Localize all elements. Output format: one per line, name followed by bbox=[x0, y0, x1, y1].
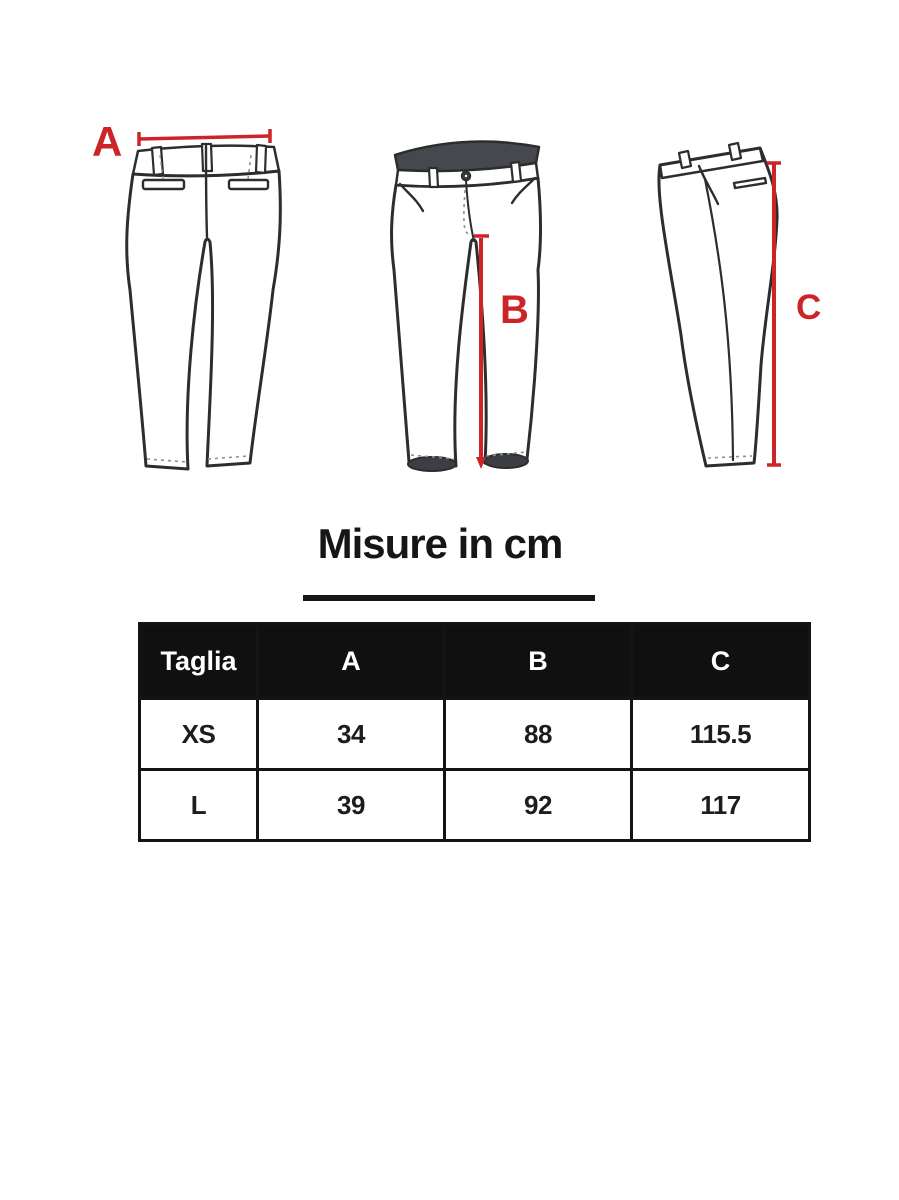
size-cell-b: 88 bbox=[445, 699, 632, 770]
size-cell-a: 39 bbox=[258, 770, 445, 841]
pants-back-view-drawing bbox=[110, 125, 310, 480]
size-table-header-a: A bbox=[258, 624, 445, 699]
size-cell-taglia: XS bbox=[140, 699, 258, 770]
size-table-header-row bbox=[140, 624, 810, 699]
size-table-header-b: B bbox=[445, 624, 632, 699]
size-cell-c: 115.5 bbox=[632, 699, 810, 770]
size-table-header-c: C bbox=[632, 624, 810, 699]
size-cell-b: 92 bbox=[445, 770, 632, 841]
measurement-label-a: A bbox=[92, 118, 123, 165]
size-table-header-taglia: Taglia bbox=[140, 624, 258, 699]
measurement-label-c: C bbox=[796, 288, 822, 327]
pants-front-view-drawing bbox=[385, 130, 585, 475]
size-cell-taglia: L bbox=[140, 770, 258, 841]
title-underline-divider bbox=[303, 595, 595, 601]
size-cell-c: 117 bbox=[632, 770, 810, 841]
size-table bbox=[138, 622, 811, 842]
size-table-row-xs bbox=[140, 699, 810, 770]
measurement-label-b: B bbox=[500, 288, 529, 332]
page-title: Misure in cm bbox=[317, 520, 563, 567]
size-cell-a: 34 bbox=[258, 699, 445, 770]
size-table-row-l bbox=[140, 770, 810, 841]
